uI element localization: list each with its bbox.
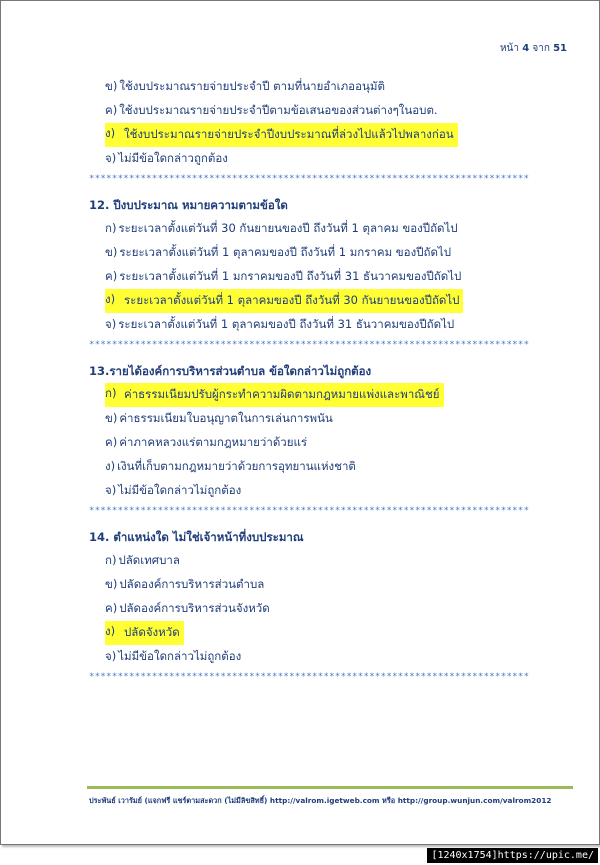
asterisk-separator: ***************************************************************************** bbox=[89, 340, 530, 350]
option-letter: ก) bbox=[105, 385, 122, 405]
option-letter: ข) bbox=[105, 577, 118, 591]
footer-rule bbox=[87, 786, 573, 789]
option-wrap bbox=[105, 600, 272, 618]
option-text: ระยะเวลาตั้งแต่วันที่ 1 ตุลาคมของปี ถึงวันที่ 31 ธันวาคมของปีถัดไป bbox=[118, 317, 455, 331]
option-letter: ง) bbox=[105, 291, 122, 311]
option-wrap bbox=[105, 268, 463, 286]
answer-option-highlighted bbox=[105, 289, 539, 313]
option-text: ระยะเวลาตั้งแต่วันที่ 1 มกราคมของปี ถึงวันที่ 31 ธันวาคมของปีถัดไป bbox=[119, 269, 462, 283]
option-text: เงินที่เก็บตามกฎหมายว่าด้วยการอุทยานแห่งชาติ bbox=[117, 459, 356, 473]
answer-option bbox=[105, 479, 539, 503]
answer-option bbox=[105, 455, 539, 479]
answer-option bbox=[105, 549, 539, 573]
option-wrap bbox=[105, 220, 460, 238]
option-letter: ข) bbox=[105, 245, 118, 259]
option-text: ใช้งบประมาณรายจ่ายประจำปีงบประมาณที่ล่วงไปแล้วไปพลางก่อน bbox=[122, 125, 456, 145]
question-title: 14. ตำแหน่งใด ไม่ใช่เจ้าหน้าที่งบประมาณ bbox=[89, 530, 304, 544]
answer-option bbox=[105, 217, 539, 241]
option-letter: ก) bbox=[105, 553, 117, 567]
option-letter: ข) bbox=[105, 411, 118, 425]
answer-option bbox=[105, 573, 539, 597]
option-wrap bbox=[105, 482, 243, 500]
option-letter: ค) bbox=[105, 601, 118, 615]
option-letter: ข) bbox=[105, 79, 118, 93]
option-text: ใช้งบประมาณรายจ่ายประจำปี ตามที่นายอำเภออนุมัติ bbox=[119, 79, 385, 93]
option-letter: ค) bbox=[105, 103, 118, 117]
question-list bbox=[89, 75, 539, 685]
option-letter: ง) bbox=[105, 623, 122, 643]
option-wrap bbox=[105, 150, 230, 168]
option-text: ค่าภาคหลวงแร่ตามกฎหมายว่าด้วยแร่ bbox=[119, 435, 308, 449]
option-text: ค่าธรรมเนียมปรับผู้กระทำความผิดตามกฎหมายแพ่งและพาณิชย์ bbox=[122, 385, 442, 405]
option-text: ปลัดองค์การบริหารส่วนจังหวัด bbox=[119, 601, 270, 615]
option-wrap bbox=[105, 289, 463, 313]
option-text: ระยะเวลาตั้งแต่วันที่ 1 ตุลาคมของปี ถึงวันที่ 1 มกราคม ของปีถัดไป bbox=[119, 245, 452, 259]
answer-option bbox=[105, 241, 539, 265]
option-wrap bbox=[105, 383, 444, 407]
option-letter: ค) bbox=[105, 269, 118, 283]
page-number: หน้า 4 จาก 51 bbox=[499, 43, 567, 54]
option-wrap bbox=[105, 316, 456, 334]
option-text: ปลัดเทศบาล bbox=[118, 553, 180, 567]
answer-option-highlighted bbox=[105, 383, 539, 407]
answer-option-highlighted bbox=[105, 621, 539, 645]
option-letter: ง) bbox=[105, 125, 122, 145]
answer-option bbox=[105, 313, 539, 337]
option-letter: จ) bbox=[105, 317, 117, 331]
image-size-stamp: [1240x1754]https://upic.me/ bbox=[427, 848, 598, 863]
option-text: ระยะเวลาตั้งแต่วันที่ 30 กันยายนของปี ถึงวันที่ 1 ตุลาคม ของปีถัดไป bbox=[118, 221, 458, 235]
option-wrap bbox=[105, 434, 309, 452]
option-wrap bbox=[105, 458, 358, 476]
option-wrap bbox=[105, 410, 335, 428]
option-wrap bbox=[105, 552, 182, 570]
answer-option bbox=[105, 265, 539, 289]
answer-option bbox=[105, 645, 539, 669]
option-letter: จ) bbox=[105, 151, 117, 165]
asterisk-separator: ***************************************************************************** bbox=[89, 174, 530, 184]
asterisk-separator: ***************************************************************************** bbox=[89, 672, 530, 682]
asterisk-separator: ***************************************************************************** bbox=[89, 506, 530, 516]
option-text: ไม่มีข้อใดกล่าวไม่ถูกต้อง bbox=[118, 649, 242, 663]
option-letter: ค) bbox=[105, 435, 118, 449]
answer-option bbox=[105, 431, 539, 455]
option-letter: ก) bbox=[105, 221, 117, 235]
option-wrap bbox=[105, 648, 243, 666]
option-text: ระยะเวลาตั้งแต่วันที่ 1 ตุลาคมของปี ถึงวันที่ 30 กันยายนของปีถัดไป bbox=[122, 291, 461, 311]
option-text: ปลัดองค์การบริหารส่วนตำบล bbox=[119, 577, 265, 591]
option-letter: จ) bbox=[105, 649, 117, 663]
option-letter: ง) bbox=[105, 459, 116, 473]
question-title: 12. ปีงบประมาณ หมายความตามข้อใด bbox=[89, 198, 288, 212]
answer-option-highlighted bbox=[105, 123, 539, 147]
question-title: 13.รายได้องค์การบริหารส่วนตำบล ข้อใดกล่าวไม่ถูกต้อง bbox=[89, 364, 372, 378]
answer-option bbox=[105, 75, 539, 99]
option-text: ค่าธรรมเนียมใบอนุญาตในการเล่นการพนัน bbox=[119, 411, 333, 425]
option-wrap bbox=[105, 576, 266, 594]
option-text: ใช้งบประมาณรายจ่ายประจำปีตามข้อเสนอของส่วนต่างๆในอบต. bbox=[119, 103, 438, 117]
option-text: ปลัดจังหวัด bbox=[122, 623, 182, 643]
answer-option bbox=[105, 147, 539, 171]
answer-option bbox=[105, 597, 539, 621]
option-wrap bbox=[105, 244, 453, 262]
option-letter: จ) bbox=[105, 483, 117, 497]
option-text: ไม่มีข้อใดกล่าวถูกต้อง bbox=[118, 151, 228, 165]
option-wrap bbox=[105, 123, 458, 147]
option-wrap bbox=[105, 78, 387, 96]
option-text: ไม่มีข้อใดกล่าวไม่ถูกต้อง bbox=[118, 483, 242, 497]
option-wrap bbox=[105, 102, 440, 120]
answer-option bbox=[105, 407, 539, 431]
footer-credit: ประพันธ์ เวารัมย์ (แจกฟรี แชร์ตามสะดวก (ไม่มีลิขสิทธิ์) http://valrom.igetweb.com หรือ http://group.wunjun.com/valrom2012 bbox=[89, 796, 552, 805]
answer-option bbox=[105, 99, 539, 123]
option-wrap bbox=[105, 621, 184, 645]
